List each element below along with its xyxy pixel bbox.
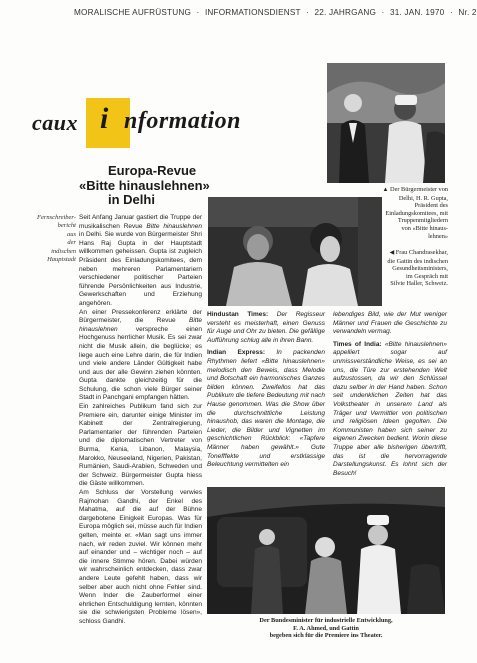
sidenote-line: Hauptstadt — [47, 256, 76, 264]
masthead — [74, 8, 477, 22]
logo-letter-i: i — [100, 102, 109, 135]
sidenote-line: der — [67, 239, 76, 247]
caux-information-logo — [32, 94, 332, 154]
review-source: Indian Express: — [207, 349, 265, 357]
review-quote: In packenden Rhythmen liefert «Bitte hinauslehnen» melodisch den Beweis, dass Melodie und Botschaft ein harmonisches Ganzes bilden können. Zweifellos hat das Publikum die tiefere Bedeutung mit nach Hause genommen. Was die Show über die durchschnittliche Leistung hinaushob, das waren die Montage, die Lieder, die Bilder und Vignetten im geschichtlichen Rückblick: «Tapfere Männer haben gewählt.» Gute Tonefffekte und erstklassige Beleuchtung vermittelten ein — [207, 349, 325, 469]
photo-women-image — [208, 197, 382, 306]
caption-line: Frau Chandrasekhar, — [395, 249, 448, 256]
masthead-publisher: MORALISCHE AUFRÜSTUNG — [74, 8, 192, 17]
masthead-separator: · — [449, 8, 453, 17]
caption-photo-women — [378, 249, 448, 288]
caption-line: Silvie Haller, Schweiz. — [390, 280, 448, 288]
logo-word-nformation: nformation — [124, 108, 242, 134]
review-times-of-india — [333, 341, 447, 479]
masthead-separator: · — [196, 8, 200, 17]
caption-line: die Gattin des indischen — [387, 257, 448, 265]
sidenote-line: indischen — [51, 247, 76, 255]
review-indian-express — [207, 349, 325, 469]
article-column-1 — [79, 214, 202, 627]
caption-line: Einladungskomitees, mit — [385, 209, 448, 217]
review-source: Times of India: — [333, 340, 382, 348]
caption-line: von «Bitte hinaus- — [401, 224, 448, 232]
caption-line: Der Bürgermeister von — [390, 186, 448, 193]
photo-mayor-image — [327, 63, 445, 183]
review-quote: Der Regisseur versteht es meisterhaft, einen Genuss für Auge und Ohr zu bieten. Die gefällige Aufführung schlug alle in ihren Bann. — [207, 311, 325, 344]
sidenote-line: bericht — [57, 222, 76, 230]
triangle-left-icon: ◀ — [389, 250, 395, 256]
caption-line: lehnen» — [428, 232, 448, 240]
review-quote: lebendiges Bild, wie der Mut weniger Männer und Frauen die Geschichte zu verwandeln vermag. — [333, 311, 447, 336]
masthead-issue: Nr. 2 — [458, 8, 477, 17]
masthead-date: 31. JAN. 1970 — [389, 8, 445, 17]
caption-line: im Gespräch mit — [406, 272, 448, 280]
masthead-volume: 22. JAHRGANG — [314, 8, 377, 17]
sidenote-line: aus — [66, 230, 76, 238]
revue-title: Bitte hinauslehnen — [79, 317, 202, 333]
caption-line: Der Bundesminister für industrielle Entwicklung, — [259, 617, 393, 624]
review-quote: «Bitte hinauslehnen» appelliert sogar auf unmissverständliche Weise, es sei an uns, die Türe zur erstehenden Welt aufzustossen, da wir den Schlüssel dazu selber in der Hand haben. Schon seit undenklichen Zeiten hat das Volkstheater in unserem Land als Träger und Vermittler von politischen und religiösen Ideen gegolten. Die Kommunisten haben sich seiner zu eigenen Zwecken bedient. Worin diese Truppe aber alle bisherigen übertrifft, das ist die hervorragende Darstellungskunst. Es lohnt sich der Besuch! — [333, 340, 448, 477]
logo-word-caux: caux — [32, 110, 78, 135]
photo-mayor-with-troupe — [327, 63, 445, 183]
review-indian-express-cont — [333, 311, 447, 337]
review-hindustan-times — [207, 311, 325, 345]
photo-women-conversation — [208, 197, 382, 306]
paragraph-premiere: Ein zahlreiches Publikum fand sich zur Premiere ein, darunter einige Minister im Kabinett der Zentralregierung, Parlamentarier der führenden Parteien und die diplomatischen Vertreter von Burma, Kenia, Libanon, Malaysia, Marokko, Neuseeland, Nigerien, Pakistan, Rumänien, Saudi-Arabien, Schweden und der Schweiz. Bürgermeister Gupta hiess die Gäste willkommen. — [79, 403, 202, 488]
caption-line: Gesundheitsministers, — [392, 265, 448, 273]
headline-line-2: «Bitte hinauslehnen» — [79, 177, 210, 193]
caption-line: F. A. Ahmed, und Gattin — [293, 624, 359, 632]
article-column-3 — [333, 311, 447, 478]
caption-line: begeben sich für die Premiere ins Theater. — [269, 632, 383, 640]
text: An einer Pressekonferenz erklärte der Bürgermeister, die Revue — [79, 308, 202, 325]
photo-minister-image — [207, 487, 445, 614]
article-column-2 — [207, 311, 325, 470]
text: Seit Anfang Januar gastiert die Truppe der musikalischen Revue — [79, 214, 202, 230]
caption-photo-minister — [207, 617, 445, 640]
photo-minister-at-theatre — [207, 487, 445, 614]
sidenote-line: Fernschreiber- — [37, 214, 76, 221]
review-source: Hindustan Times: — [207, 311, 269, 318]
headline-line-1: Europa-Revue — [108, 163, 197, 178]
dateline-sidenote — [32, 214, 76, 264]
paragraph-press — [79, 309, 202, 404]
headline-line-3: in Delhi — [108, 192, 155, 207]
text: verspreche einen Hochgenuss herrlicher Musik. Es sei zwar nicht die Musik allein, die beglücke; es liege auch eine Lehre darin, die für Indien und viele andere Länder Gültigkeit habe und aus der alle Gewinn ziehen könnten. Gupta dankte gleichzeitig für die Schulung, die schon viele Bürger seiner Stadt in Panchgani empfangen hätten. — [79, 325, 202, 402]
masthead-separator: · — [306, 8, 309, 17]
article-headline — [79, 164, 299, 208]
caption-line: Truppenmitgliedern — [397, 217, 448, 225]
masthead-service: INFORMATIONSDIENST — [204, 8, 301, 17]
masthead-separator: · — [381, 8, 385, 17]
text: in Delhi. Sie wurde von Bürgermeister Shri Hans Raj Gupta in der Hauptstadt willkommen geheissen. Gupta ist zugleich Präsident des Einladungskomitees, dem neben mehreren Parlamentariern verschiedener politischer Parteien führende Persönlichkeiten aus Industrie, Gewerkschaften und Erziehung angehören. — [79, 231, 202, 307]
caption-photo-mayor — [378, 186, 448, 240]
caption-line: Präsident des — [414, 202, 448, 210]
paragraph-intro — [79, 214, 202, 309]
paragraph-gandhi: Am Schluss der Vorstellung verwies Rajmohan Gandhi, der Enkel des Mahatma, auf die auf der Bühne dargebotene Einigkeit Europas. Was für Europa möglich sei, müsse auch für Indien gelten, meinte er. «Man sagt uns immer nach, wir reden zuviel. Wir können mehr auf einander und – wichtiger noch – auf die innere Stimme hören. Dabei würden wir wahrscheinlich entdecken, dass zwar andere Leute gefehlt haben, dass wir selber aber auch nicht ohne Fehler sind. Wenn Inder die Zauberformel einer ehrlichen Entschuldigung lernten, könnten sie die schwierigsten Probleme lösen», schloss Gandhi. — [79, 489, 202, 625]
triangle-up-icon: ▲ — [382, 187, 389, 193]
revue-title: Bitte hinauslehnen — [146, 222, 202, 230]
caption-line: Delhi, H. R. Gupta, — [398, 194, 448, 202]
